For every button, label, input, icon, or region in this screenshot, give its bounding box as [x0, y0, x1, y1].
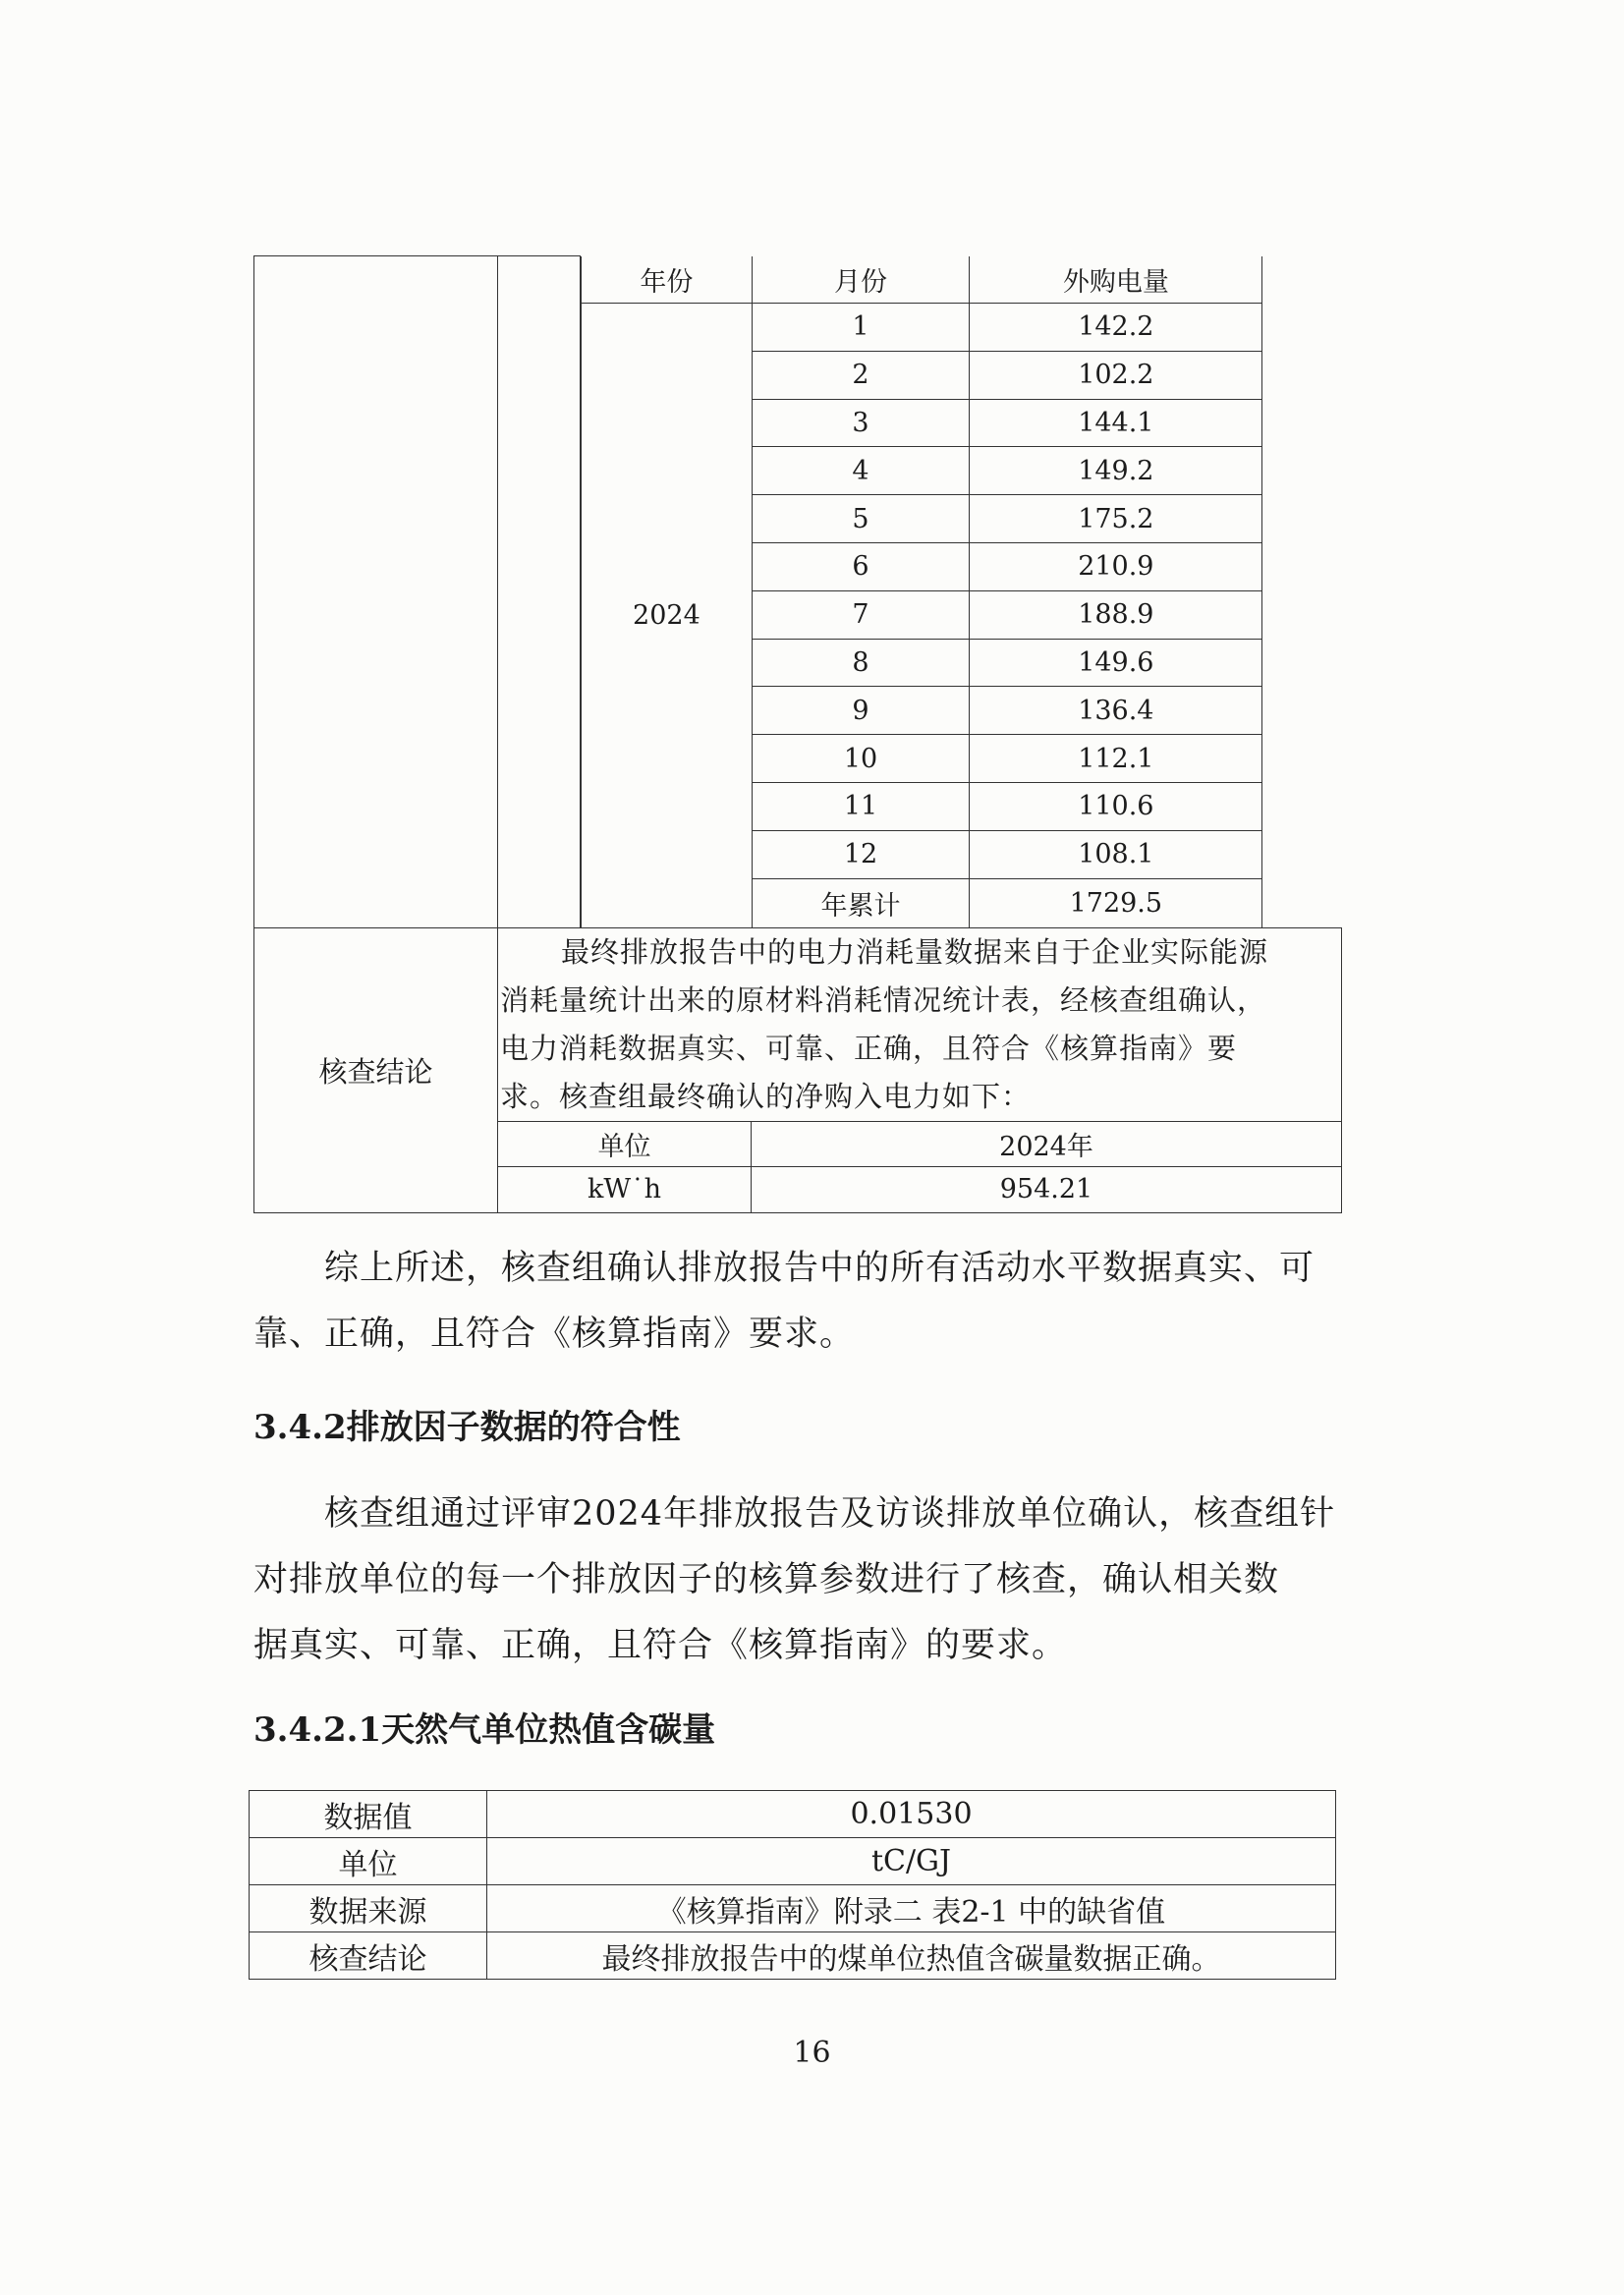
month-cell: 10 — [752, 735, 970, 783]
row-label: 核查结论 — [250, 1932, 487, 1980]
blank-left-cell — [254, 256, 498, 928]
row-value: 《核算指南》附录二 表2-1 中的缺省值 — [487, 1885, 1336, 1932]
row-label: 单位 — [250, 1838, 487, 1885]
net-purchase-value: 954.21 — [752, 1167, 1342, 1212]
unit-header: 单位 — [498, 1122, 752, 1167]
carbon-content-table — [249, 1790, 1336, 1980]
year-cell: 2024 — [582, 304, 752, 928]
total-label-cell: 年累计 — [752, 878, 970, 927]
value-cell: 110.6 — [970, 782, 1262, 830]
row-value: tC/GJ — [487, 1838, 1336, 1885]
header-electricity: 外购电量 — [970, 256, 1262, 304]
section-342-paragraph — [253, 1482, 1344, 1679]
conclusion-text — [498, 928, 1341, 1121]
month-cell: 3 — [752, 399, 970, 447]
conclusion-line: 消耗量统计出来的原材料消耗情况统计表，经核查组确认， — [500, 983, 1267, 1018]
header-month: 月份 — [752, 256, 970, 304]
value-cell: 136.4 — [970, 687, 1262, 735]
summary-line: 靠、正确，且符合《核算指南》要求。 — [253, 1315, 856, 1354]
month-cell: 6 — [752, 542, 970, 590]
month-cell: 11 — [752, 782, 970, 830]
value-cell: 142.2 — [970, 304, 1262, 352]
monthly-table-container — [581, 256, 1342, 928]
net-purchase-table — [498, 1121, 1341, 1212]
total-value-cell: 1729.5 — [970, 878, 1262, 927]
paragraph-line: 据真实、可靠、正确，且符合《核算指南》的要求。 — [253, 1626, 1068, 1665]
conclusion-label: 核查结论 — [254, 928, 498, 1213]
conclusion-line: 求。核查组最终确认的净购入电力如下： — [500, 1080, 1032, 1114]
value-cell: 175.2 — [970, 495, 1262, 543]
summary-paragraph — [253, 1236, 1344, 1368]
value-cell: 188.9 — [970, 590, 1262, 639]
paragraph-line: 对排放单位的每一个排放因子的核算参数进行了核查，确认相关数 — [253, 1560, 1280, 1599]
month-cell: 12 — [752, 830, 970, 878]
row-value: 0.01530 — [487, 1791, 1336, 1838]
value-cell: 149.6 — [970, 639, 1262, 687]
section-heading-342: 3.4.2排放因子数据的符合性 — [253, 1408, 681, 1447]
electricity-table — [253, 255, 1342, 1213]
page-number: 16 — [793, 2036, 831, 2070]
value-cell: 102.2 — [970, 351, 1262, 399]
value-cell: 210.9 — [970, 542, 1262, 590]
unit-value: kW˙h — [498, 1167, 752, 1212]
blank-mid-cell — [498, 256, 581, 928]
monthly-table — [581, 256, 1262, 928]
header-year: 年份 — [582, 256, 752, 304]
value-cell: 108.1 — [970, 830, 1262, 878]
value-cell: 112.1 — [970, 735, 1262, 783]
month-cell: 7 — [752, 590, 970, 639]
year-header: 2024年 — [752, 1122, 1342, 1167]
row-value: 最终排放报告中的煤单位热值含碳量数据正确。 — [487, 1932, 1336, 1980]
row-label: 数据值 — [250, 1791, 487, 1838]
month-cell: 8 — [752, 639, 970, 687]
month-cell: 1 — [752, 304, 970, 352]
row-label: 数据来源 — [250, 1885, 487, 1932]
value-cell: 149.2 — [970, 447, 1262, 495]
conclusion-line: 电力消耗数据真实、可靠、正确，且符合《核算指南》要 — [500, 1032, 1238, 1066]
conclusion-body — [498, 928, 1342, 1213]
summary-line: 综上所述，核查组确认排放报告中的所有活动水平数据真实、可 — [324, 1249, 1316, 1288]
value-cell: 144.1 — [970, 399, 1262, 447]
conclusion-line: 最终排放报告中的电力消耗量数据来自于企业实际能源 — [561, 935, 1269, 970]
month-cell: 2 — [752, 351, 970, 399]
month-cell: 5 — [752, 495, 970, 543]
paragraph-line: 核查组通过评审2024年排放报告及访谈排放单位确认，核查组针 — [324, 1494, 1336, 1534]
month-cell: 9 — [752, 687, 970, 735]
section-heading-3421: 3.4.2.1天然气单位热值含碳量 — [253, 1710, 716, 1750]
month-cell: 4 — [752, 447, 970, 495]
